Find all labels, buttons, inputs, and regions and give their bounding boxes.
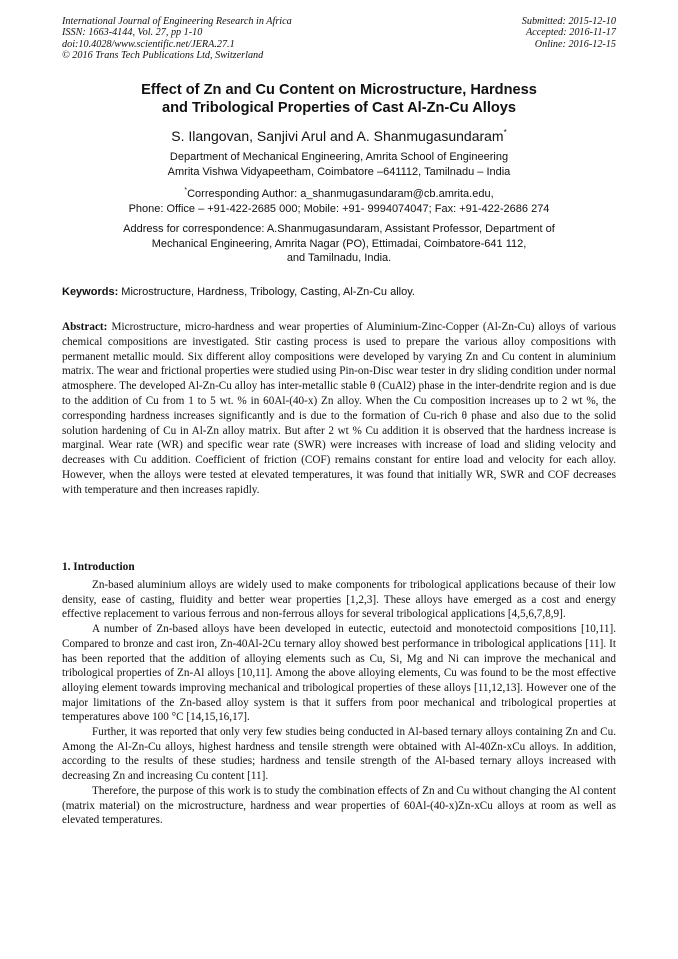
author-mark: * bbox=[503, 128, 507, 137]
date-submitted: Submitted: 2015-12-10 bbox=[521, 16, 616, 27]
corr-phone: Phone: Office – +91-422-2685 000; Mobile: +91- 9994074047; Fax: +91-422-2686 274 bbox=[128, 202, 550, 215]
journal-doi: doi:10.4028/www.scientific.net/JERA.27.1 bbox=[62, 38, 235, 50]
abstract bbox=[62, 320, 616, 498]
affiliation-line-1: Department of Mechanical Engineering, Amrita School of Engineering bbox=[169, 151, 509, 163]
date-accepted: Accepted: 2016-11-17 bbox=[525, 27, 616, 39]
abstract-label: Abstract: bbox=[62, 321, 108, 333]
paper-title bbox=[60, 82, 618, 117]
affiliation-line-2: Amrita Vishwa Vidyapeetham, Coimbatore –641112, Tamilnadu – India bbox=[167, 165, 511, 178]
journal-copyright: © 2016 Trans Tech Publications Ltd, Switzerland bbox=[62, 50, 264, 62]
section-heading-introduction: 1. Introduction bbox=[62, 561, 135, 573]
address-line-3: and Tamilnadu, India. bbox=[286, 252, 392, 265]
intro-paragraph: Further, it was reported that only very few studies being conducted in Al-based ternary alloys containing Zn and Cu. Among the Al-Zn-Cu alloys, highest hardness and tensile strength were obtained with Al-40Zn-xCu alloys. In addition, according to the results of these studies; hardness and tensile strength of the Al-based ternary alloys increased with decreasing Zn and increasing Cu content [11]. bbox=[62, 726, 616, 783]
keywords-text: Microstructure, Hardness, Tribology, Casting, Al-Zn-Cu alloy. bbox=[118, 286, 415, 298]
affiliation bbox=[60, 150, 618, 179]
abstract-text: Microstructure, micro-hardness and wear properties of Aluminium-Zinc-Copper (Al-Zn-Cu) alloys of various chemical compositions are investigated. Stir casting process is used to prepare the various alloy compositions with permanent metallic mould. Six different alloy compositions were developed by varying Zn and Cu content in aluminium matrix. The wear and frictional properties were studied using Pin-on-Disc wear tester in dry sliding condition under normal atmosphere. The developed Al-Zn-Cu alloy has inter-metallic stable θ (CuAl2) phase in the inter-dendrite region and is due to the addition of Cu from 1 to 5 wt. % in 60Al-(40-x) Zn alloy. When the Cu composition increases up to 2 wt %, the corresponding hardness increases significantly and is due to the formation of Cu-rich θ phase and also due to the solid solution hardening of Cu in Al-Zn alloy matrix. But after 2 wt % Cu addition it is observed that the hardness increase is marginal. Wear rate (WR) and specific wear rate (SWR) were increases with increase of load and sliding velocity and decreases with Cu addition. Coefficient of friction (COF) remains constant for entire load and velocity for each alloy. However, when the alloys were tested at elevated temperatures, it was found that initially WR, SWR and COF decreases with temperature and then increases rapidly. bbox=[62, 321, 616, 496]
author-names: S. Ilangovan, Sanjivi Arul and A. Shanmugasundaram bbox=[171, 128, 504, 144]
intro-paragraph: Zn-based aluminium alloys are widely used to make components for tribological applications because of their low density, ease of casting, fluidity and better wear properties [1,2,3]. These alloys have emerged as a cost and energy effective replacement to various ferrous and non-ferrous alloys for several tribological applications [4,5,6,7,8,9]. bbox=[62, 579, 616, 621]
title-line-1: Effect of Zn and Cu Content on Microstructure, Hardness bbox=[141, 82, 537, 98]
correspondence-address bbox=[60, 222, 618, 266]
journal-name: International Journal of Engineering Research in Africa bbox=[62, 16, 292, 27]
date-online: Online: 2016-12-15 bbox=[534, 38, 616, 50]
address-line-2: Mechanical Engineering, Amrita Nagar (PO), Ettimadai, Coimbatore-641 112, bbox=[151, 237, 527, 250]
journal-header bbox=[62, 16, 402, 62]
corresponding-author bbox=[60, 184, 618, 216]
corr-mark: * bbox=[184, 187, 188, 194]
title-line-2: and Tribological Properties of Cast Al-Zn-Cu Alloys bbox=[161, 99, 517, 116]
intro-paragraph: Therefore, the purpose of this work is to study the combination effects of Zn and Cu without changing the Al content (matrix material) on the microstructure, hardness and wear properties of 60Al-(40-x)Zn-xCu alloys at room as well as elevated temperatures. bbox=[62, 784, 616, 827]
intro-paragraph: A number of Zn-based alloys have been developed in eutectic, eutectoid and monotectoid compositions [10,11]. Compared to bronze and cast iron, Zn-40Al-2Cu ternary alloy showed best performance in tribological applications [11]. It has been reported that the addition of alloying elements such as Cu, Si, Mg and Ni can improve the mechanical and tribological properties of Zn-Al alloys [10,11]. Among the above alloying elements, Cu was found to be the most effective alloying element towards improving mechanical and tribological properties of these alloys [11,12,13]. However one of the major limitations of the Zn-based alloy system is that it suffers from poor mechanical and tribological properties at temperatures above 100 °C [14,15,16,17]. bbox=[62, 623, 616, 724]
keywords-label: Keywords: bbox=[62, 286, 119, 298]
keywords bbox=[62, 285, 618, 299]
corr-email: Corresponding Author: a_shanmugasundaram@cb.amrita.edu, bbox=[187, 188, 494, 200]
author-list bbox=[60, 124, 618, 145]
journal-issn: ISSN: 1663-4144, Vol. 27, pp 1-10 bbox=[62, 27, 203, 39]
introduction-body bbox=[62, 578, 616, 828]
dates-header bbox=[396, 16, 616, 50]
address-line-1: Address for correspondence: A.Shanmugasundaram, Assistant Professor, Department of bbox=[123, 223, 555, 235]
